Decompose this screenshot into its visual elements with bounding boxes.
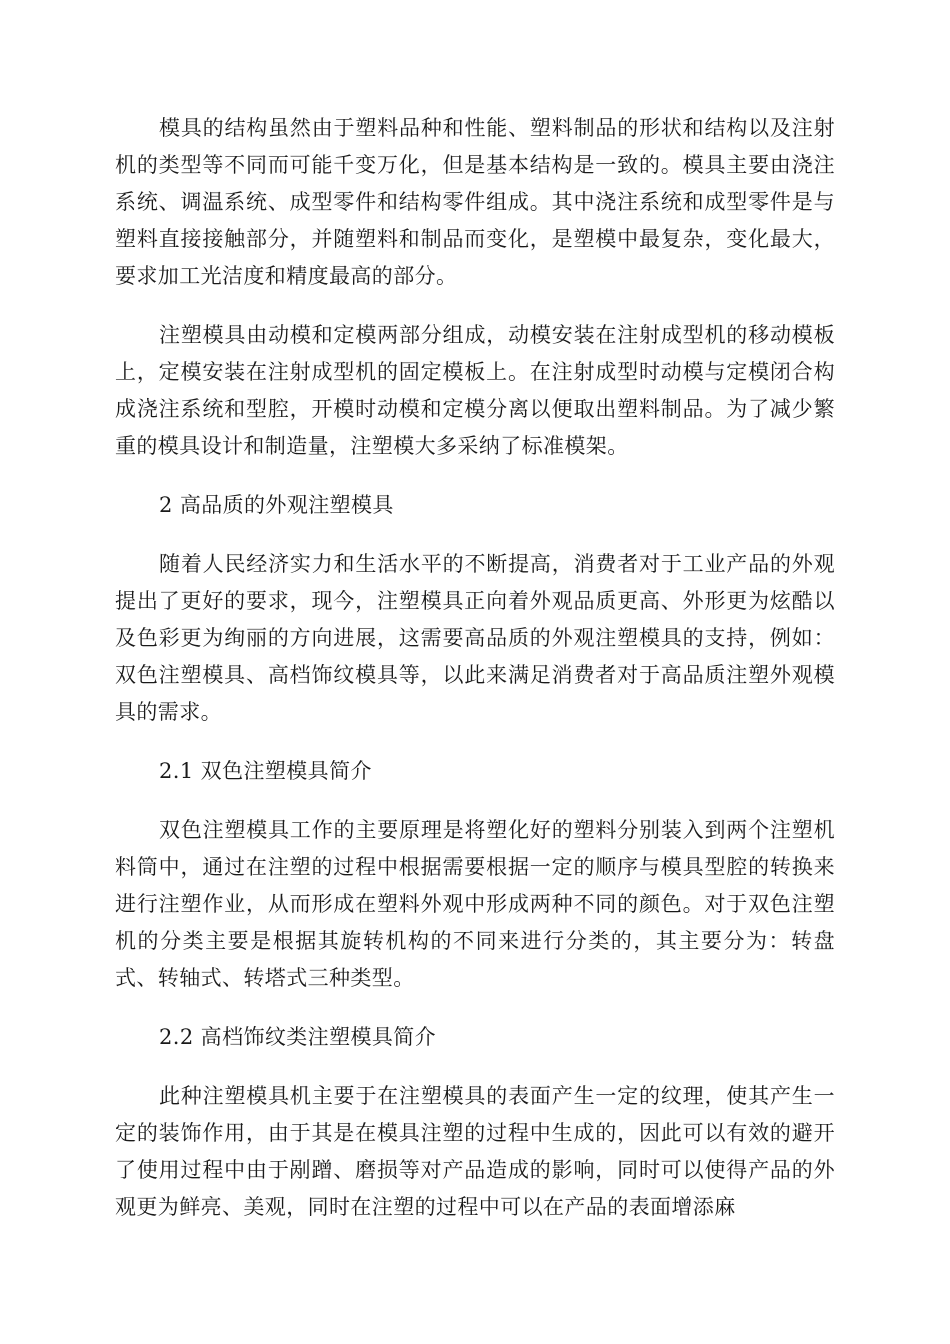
paragraph-two-color-mold: 双色注塑模具工作的主要原理是将塑化好的塑料分别装入到两个注塑机料筒中，通过在注塑的过程中根据需要根据一定的顺序与模具型腔的转换来进行注塑作业，从而形成在塑料外观中形成两种不同的颜色。对于双色注塑机的分类主要是根据其旋转机构的不同来进行分类的，其主要分为：转盘式、转轴式、转塔式三种类型。 [115, 818, 835, 990]
section-heading-2: 2 高品质的外观注塑模具 [159, 493, 394, 517]
paragraph-moving-fixed-mold: 注塑模具由动模和定模两部分组成，动模安装在注射成型机的移动模板上，定模安装在注射成型机的固定模板上。在注射成型时动模与定模闭合构成浇注系统和型腔，开模时动模和定模分离以便取出塑料制品。为了减少繁重的模具设计和制造量，注塑模大多采纳了标准模架。 [115, 323, 835, 458]
paragraph-high-quality-appearance: 随着人民经济实力和生活水平的不断提高，消费者对于工业产品的外观提出了更好的要求，现今，注塑模具正向着外观品质更高、外形更为炫酷以及色彩更为绚丽的方向进展，这需要高品质的外观注塑模具的支持，例如：双色注塑模具、高档饰纹模具等，以此来满足消费者对于高品质注塑外观模具的需求。 [115, 552, 835, 724]
section-heading-2-1: 2.1 双色注塑模具简介 [159, 759, 372, 783]
paragraph-mold-structure: 模具的结构虽然由于塑料品种和性能、塑料制品的形状和结构以及注射机的类型等不同而可能千变万化，但是基本结构是一致的。模具主要由浇注系统、调温系统、成型零件和结构零件组成。其中浇注系统和成型零件是与塑料直接接触部分，并随塑料和制品而变化，是塑模中最复杂，变化最大，要求加工光洁度和精度最高的部分。 [115, 116, 835, 288]
document-page [115, 110, 835, 1248]
paragraph-decorative-texture-mold: 此种注塑模具机主要于在注塑模具的表面产生一定的纹理，使其产生一定的装饰作用，由于其是在模具注塑的过程中生成的，因此可以有效的避开了使用过程中由于剐蹭、磨损等对产品造成的影响，同时可以使得产品的外观更为鲜亮、美观，同时在注塑的过程中可以在产品的表面增添麻 [115, 1084, 835, 1219]
section-heading-2-2: 2.2 高档饰纹类注塑模具简介 [159, 1025, 437, 1049]
